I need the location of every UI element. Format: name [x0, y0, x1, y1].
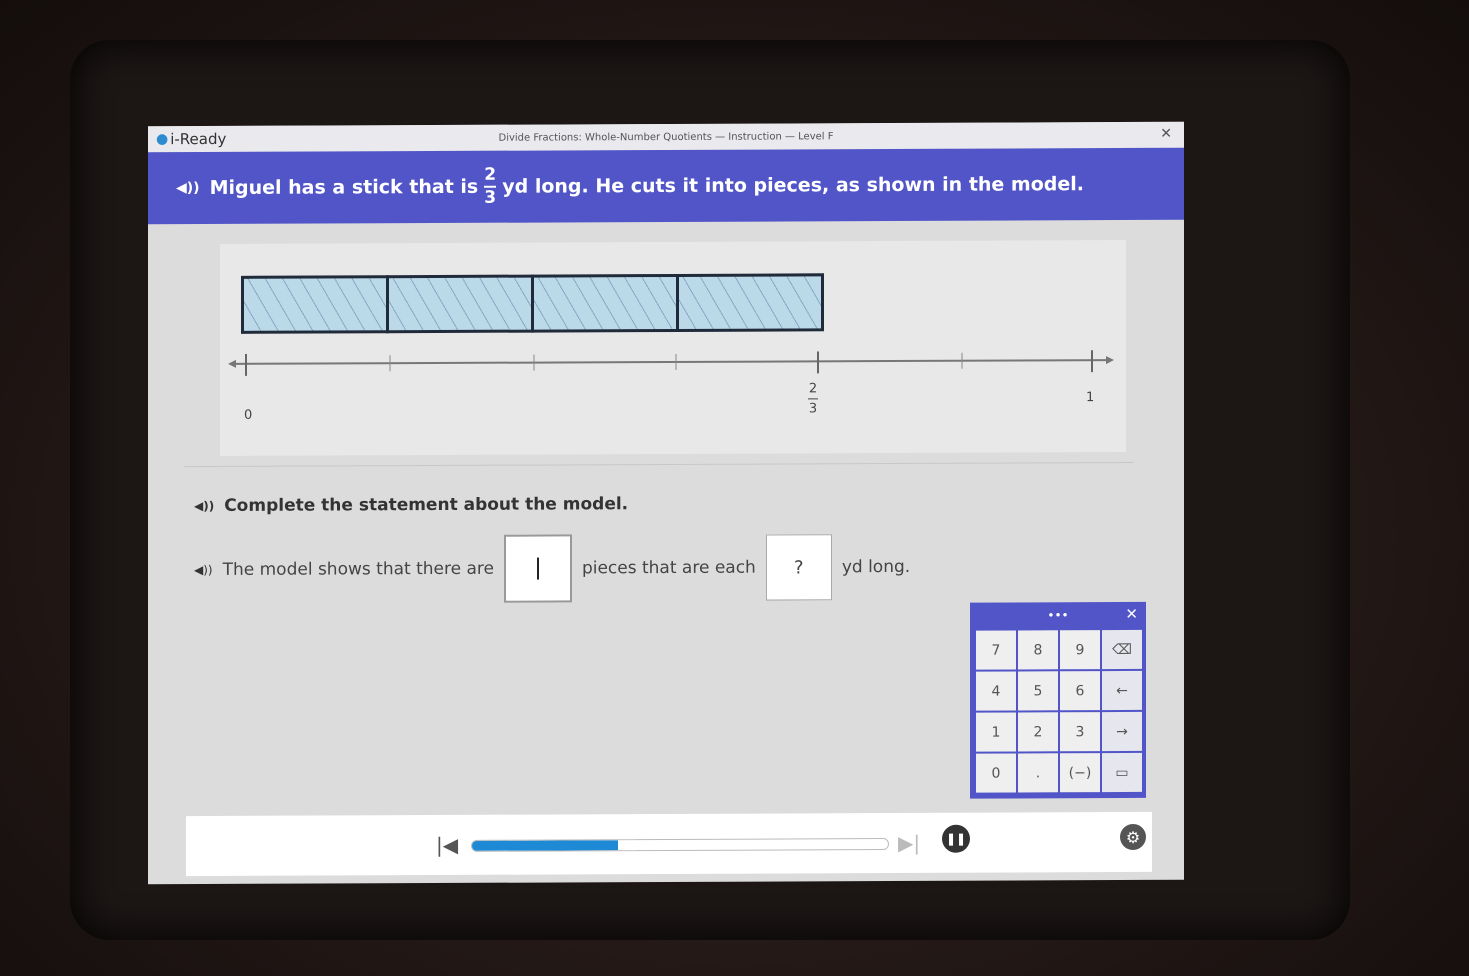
speaker-icon[interactable]: ◀)): [176, 180, 200, 197]
problem-text-before: Miguel has a stick that is: [209, 175, 479, 199]
keypad-key[interactable]: 3: [1060, 712, 1100, 751]
label-two-thirds-bar: [808, 398, 818, 399]
problem-banner: [148, 148, 1184, 225]
label-two-thirds-num: 2: [808, 381, 818, 397]
keypad-key[interactable]: →: [1102, 712, 1142, 751]
keypad-key[interactable]: 2: [1018, 712, 1058, 751]
number-keypad: [970, 602, 1146, 799]
section-divider: [184, 462, 1134, 467]
stick-model: [244, 273, 824, 334]
keypad-key[interactable]: ←: [1102, 671, 1142, 710]
number-line-right-arrow: [1106, 356, 1114, 364]
problem-fraction: [484, 164, 497, 208]
stick-piece: [676, 273, 824, 332]
label-two-thirds: [808, 381, 818, 416]
keypad-key[interactable]: 6: [1060, 671, 1100, 710]
fraction-denominator: 3: [484, 187, 497, 208]
iready-screen: [148, 122, 1184, 885]
keypad-key[interactable]: 7: [976, 630, 1016, 669]
text-caret: [537, 558, 539, 580]
statement-part2: pieces that are each: [581, 557, 756, 579]
keypad-grid: [970, 628, 1146, 795]
number-line: [220, 350, 1126, 444]
lesson-progress-fill: [472, 840, 618, 851]
lesson-title: Divide Fractions: Whole-Number Quotients — Instruction — Level F: [498, 130, 834, 144]
lesson-progress-bar: [471, 838, 889, 852]
gear-icon[interactable]: ⚙: [1120, 824, 1146, 850]
instruction: [194, 494, 628, 516]
logo-text: i-Ready: [170, 129, 227, 149]
keypad-key[interactable]: 9: [1060, 630, 1100, 669]
model-area: [220, 240, 1126, 456]
speaker-icon[interactable]: ◀)): [194, 498, 215, 514]
statement-part1: The model shows that there are: [222, 558, 494, 580]
fraction-numerator: 2: [484, 164, 497, 185]
answer-box-pieces[interactable]: [504, 534, 572, 602]
keypad-key[interactable]: 5: [1018, 671, 1058, 710]
keypad-key[interactable]: 8: [1018, 630, 1058, 669]
number-line-left-arrow: [228, 360, 236, 368]
label-zero: 0: [244, 407, 253, 423]
stick-piece: [531, 274, 679, 333]
keypad-key[interactable]: (−): [1060, 753, 1100, 792]
stick-piece: [386, 275, 534, 334]
speaker-icon[interactable]: ◀)): [194, 562, 213, 578]
keypad-close-button[interactable]: ✕: [1125, 604, 1138, 623]
statement-part3: yd long.: [841, 556, 911, 578]
answer-box-length[interactable]: ?: [766, 534, 832, 600]
problem-text-after: yd long. He cuts it into pieces, as shown in the model.: [502, 173, 1084, 198]
lesson-footer: [186, 812, 1152, 876]
logo-mark-icon: ●: [156, 131, 169, 148]
label-one: 1: [1086, 390, 1095, 406]
keypad-handle-dots: •••: [1047, 608, 1069, 623]
keypad-key[interactable]: 0: [976, 753, 1016, 792]
pause-icon[interactable]: ❚❚: [942, 825, 970, 853]
close-lesson-button[interactable]: ✕: [1160, 125, 1172, 142]
label-two-thirds-den: 3: [808, 401, 818, 417]
keypad-drag-handle[interactable]: [970, 602, 1146, 629]
keypad-key[interactable]: ⌫: [1102, 630, 1142, 669]
number-line-axis: [234, 360, 1108, 364]
keypad-key[interactable]: 1: [976, 712, 1016, 751]
statement: [194, 533, 910, 604]
skip-forward-icon[interactable]: ▶|: [898, 830, 921, 855]
keypad-key[interactable]: 4: [976, 671, 1016, 710]
keypad-key[interactable]: ▭: [1102, 753, 1142, 792]
back-to-start-icon[interactable]: |◀: [436, 832, 459, 858]
keypad-key[interactable]: .: [1018, 753, 1058, 792]
instruction-text: Complete the statement about the model.: [224, 494, 629, 516]
stick-piece: [241, 275, 389, 334]
